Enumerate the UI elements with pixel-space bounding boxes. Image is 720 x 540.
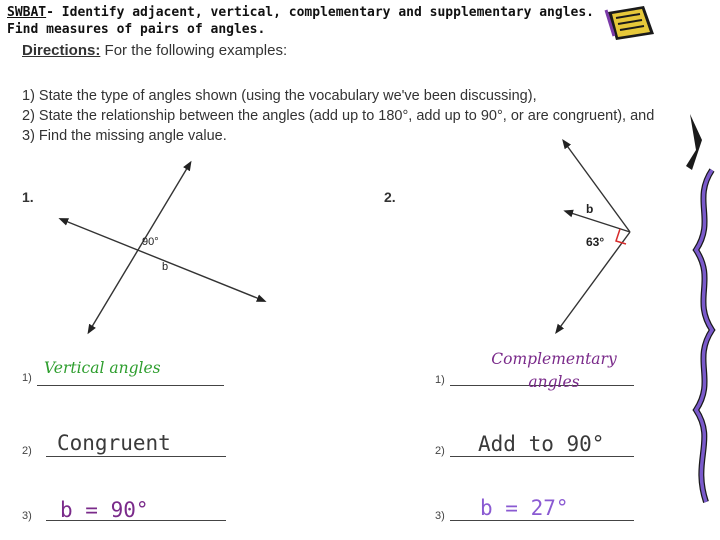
step-1: 1) State the type of angles shown (using the vocabulary we've been discussing), xyxy=(22,88,537,104)
left-answer-3-text: b = 90° xyxy=(60,498,149,522)
swbat-key: SWBAT xyxy=(7,5,47,20)
left-answer-1-text: Vertical angles xyxy=(44,359,161,377)
step-3: 3) Find the missing angle value. xyxy=(22,128,227,144)
left-answer-2-line xyxy=(46,456,226,457)
right-answer-3-text: b = 27° xyxy=(480,496,569,520)
figure-1-angle-label: 90° xyxy=(142,236,159,248)
figure-2-missing-label: b xyxy=(586,202,594,216)
objective-line2: Find measures of pairs of angles. xyxy=(7,22,266,37)
left-answer-2-text: Congruent xyxy=(57,431,171,455)
right-answer-1-text xyxy=(484,348,624,394)
left-answer-1-line xyxy=(37,385,224,386)
directions-text: For the following examples: xyxy=(100,42,288,59)
figure-1-missing-label: b xyxy=(162,261,169,273)
left-answer-3-num: 3) xyxy=(22,510,32,522)
left-answer-1-num: 1) xyxy=(22,372,32,384)
right-answer-3-num: 3) xyxy=(435,510,445,522)
swbat-text: - Identify adjacent, vertical, complementary and supplementary angles. xyxy=(46,5,595,20)
left-answer-2-num: 2) xyxy=(22,445,32,457)
step-2: 2) State the relationship between the angles (add up to 180°, add up to 90°, or are congruent), and xyxy=(22,108,655,124)
problem-2-number: 2. xyxy=(384,189,396,205)
directions-label: Directions: xyxy=(22,42,101,59)
right-answer-2-text: Add to 90° xyxy=(478,432,605,456)
problem-1-number: 1. xyxy=(22,189,34,205)
right-answer-2-line xyxy=(450,456,634,457)
right-answer-1-text-line2: angles xyxy=(528,373,580,391)
right-answer-3-line xyxy=(450,520,634,521)
figure-2-angle-label: 63° xyxy=(586,235,605,249)
right-answer-1-num: 1) xyxy=(435,374,445,386)
right-answer-2-num: 2) xyxy=(435,445,445,457)
right-answer-1-text-line1: Complementary xyxy=(491,350,617,368)
